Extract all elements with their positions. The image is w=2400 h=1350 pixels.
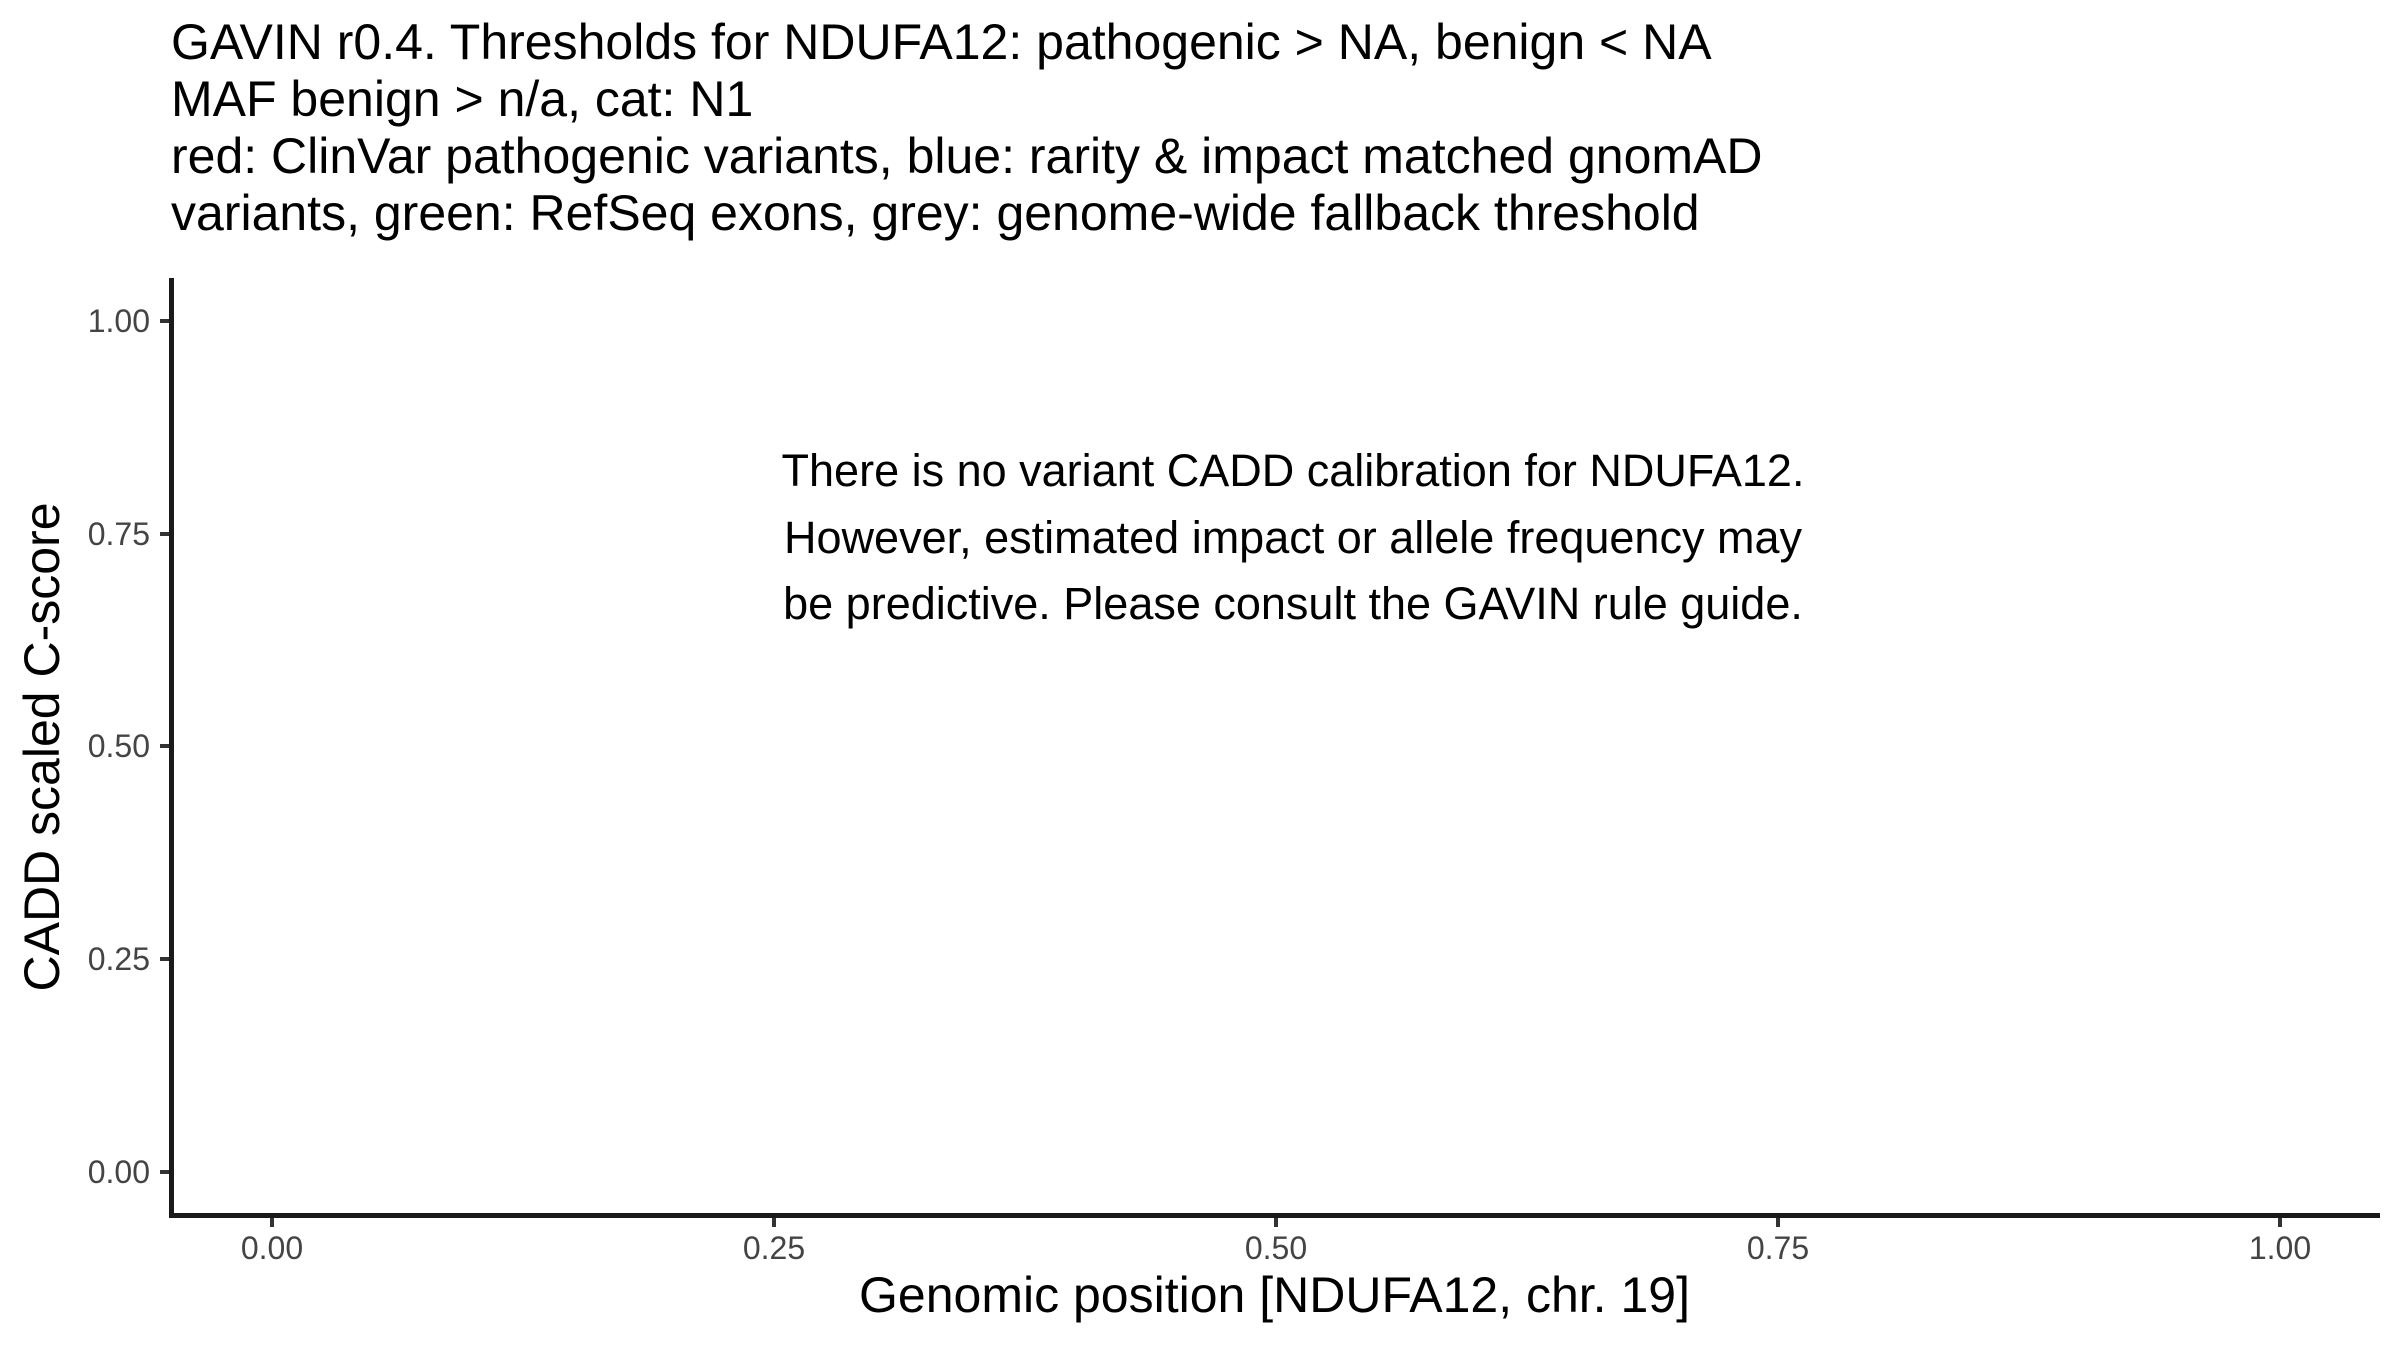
y-tick-mark <box>160 957 169 961</box>
plot-title <box>171 14 1762 242</box>
x-tick-mark <box>772 1218 776 1227</box>
x-tick-mark <box>270 1218 274 1227</box>
x-tick-label: 0.75 <box>1746 1230 1810 1266</box>
plot-title-line-4: variants, green: RefSeq exons, grey: genome-wide fallback threshold <box>171 185 1700 241</box>
y-tick-mark <box>160 532 169 536</box>
x-tick-label: 0.25 <box>742 1230 806 1266</box>
x-tick-label: 0.00 <box>240 1230 304 1266</box>
annotation-line-1: There is no variant CADD calibration for NDUFA12. <box>781 445 1805 496</box>
no-calibration-annotation <box>782 438 1805 638</box>
x-tick-mark <box>1274 1218 1278 1227</box>
y-tick-mark <box>160 1170 169 1174</box>
plot-title-line-2: MAF benign > n/a, cat: N1 <box>171 71 754 127</box>
y-tick-label: 0.75 <box>87 516 150 552</box>
annotation-line-2: However, estimated impact or allele frequency may <box>784 511 1802 563</box>
y-tick-label: 0.50 <box>87 728 150 764</box>
x-tick-mark <box>2278 1218 2282 1227</box>
x-tick-mark <box>1776 1218 1780 1227</box>
x-axis-title: Genomic position [NDUFA12, chr. 19] <box>859 1267 1690 1323</box>
y-tick-label: 0.25 <box>87 941 150 977</box>
y-axis-title: CADD scaled C-score <box>14 502 70 992</box>
plot-panel <box>169 278 2380 1218</box>
y-tick-label: 1.00 <box>87 303 150 339</box>
y-tick-mark <box>160 319 169 323</box>
x-tick-label: 1.00 <box>2248 1230 2312 1266</box>
plot-title-line-1: GAVIN r0.4. Thresholds for NDUFA12: pathogenic > NA, benign < NA <box>171 14 1712 70</box>
y-tick-label: 0.00 <box>87 1154 150 1190</box>
x-tick-label: 0.50 <box>1244 1230 1308 1266</box>
annotation-line-3: be predictive. Please consult the GAVIN rule guide. <box>783 578 1803 629</box>
y-tick-mark <box>160 744 169 748</box>
plot-title-line-3: red: ClinVar pathogenic variants, blue: rarity & impact matched gnomAD <box>171 128 1763 184</box>
